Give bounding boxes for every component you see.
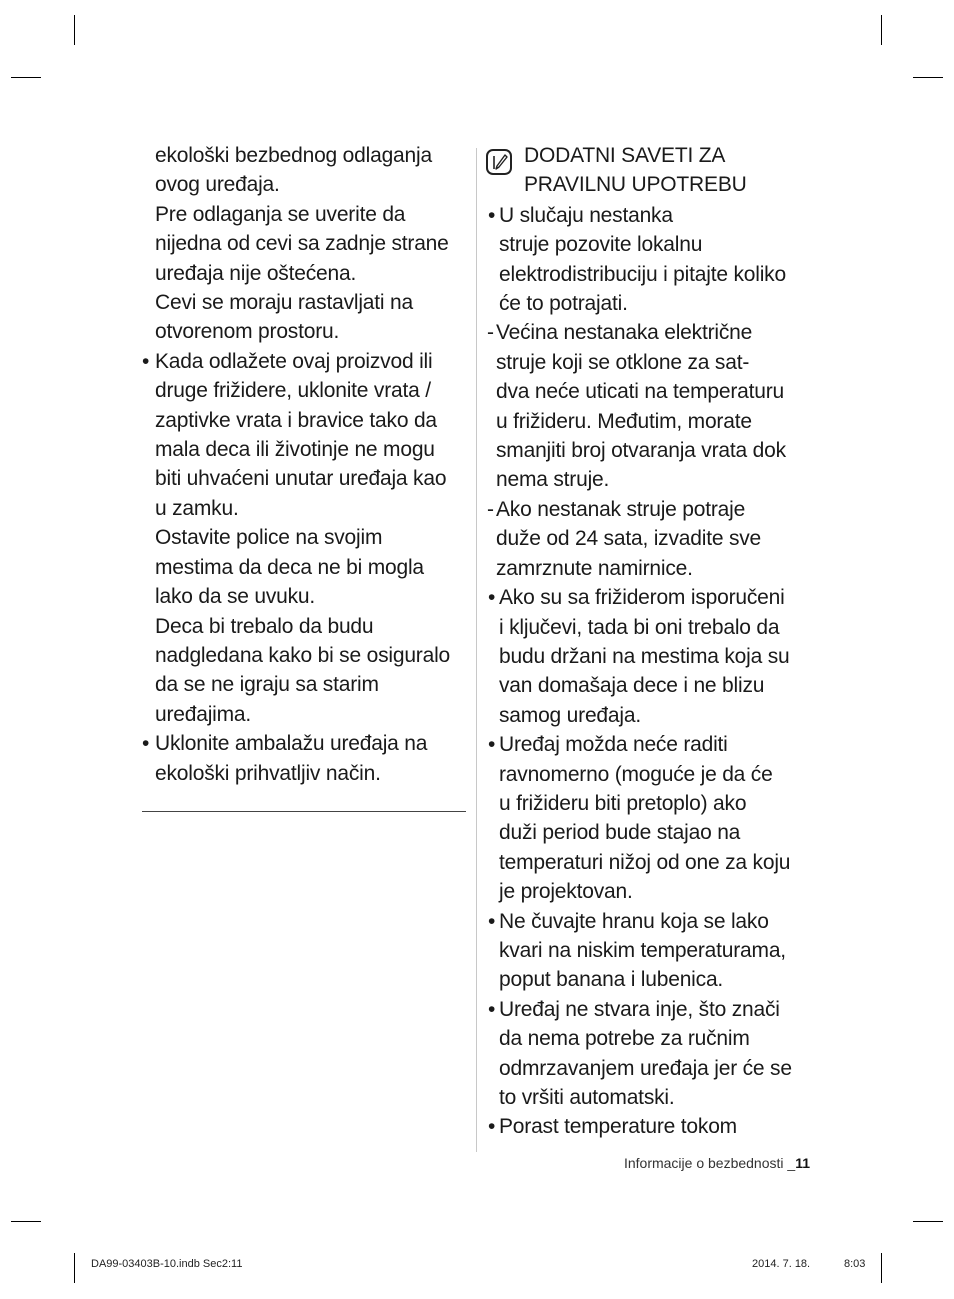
bullet-text <box>155 347 464 523</box>
text-line: van domašaja dece i ne blizu <box>499 674 765 698</box>
text-line: Ako su sa frižiderom isporučeni <box>499 586 785 610</box>
right-column <box>486 141 806 1142</box>
crop-mark <box>11 77 41 78</box>
text-line: uređajima. <box>155 702 252 726</box>
children-paragraph <box>142 612 464 730</box>
text-line: Ako nestanak struje potraje <box>496 497 746 521</box>
doors-bullet <box>142 347 464 523</box>
text-line: ovog uređaja. <box>155 173 280 197</box>
text-line: nadgledana kako bi se osiguralo <box>155 643 451 667</box>
text-line: dva neće uticati na temperaturu <box>496 380 784 404</box>
text-line: smanjiti broj otvaranja vrata dok <box>496 439 786 463</box>
print-date: 2014. 7. 18. <box>752 1258 811 1270</box>
text-line: duže od 24 sata, izvadite sve <box>496 527 762 551</box>
text-line: Cevi se moraju rastavljati na <box>155 291 413 315</box>
dash-mark: - <box>487 321 494 345</box>
text-line: duži period bude stajao na <box>499 821 741 845</box>
text-line: temperaturi nižoj od one za koju <box>499 850 791 874</box>
text-line: ravnomerno (moguće je da će <box>499 762 773 786</box>
shelves-paragraph <box>142 523 464 611</box>
text-line: zamrznute namirnice. <box>496 556 693 580</box>
heading-text <box>524 141 806 200</box>
crop-mark <box>881 15 882 45</box>
dash-text <box>496 495 806 583</box>
section-end-rule <box>142 811 466 812</box>
crop-mark <box>11 1221 41 1222</box>
bullet-text <box>499 583 806 730</box>
keys-bullet <box>486 583 806 730</box>
text-line: nijedna od cevi sa zadnje strane <box>155 232 449 256</box>
text-line: Uklonite ambalažu uređaja na <box>155 732 428 756</box>
food-storage-bullet <box>486 907 806 995</box>
crop-mark <box>74 1253 75 1283</box>
bullet-text <box>499 730 806 906</box>
tips-heading <box>486 141 806 200</box>
text-line: zaptivke vrata i bravice tako da <box>155 408 437 432</box>
bullet-mark: • <box>488 909 496 933</box>
text-line: Ostavite police na svojim <box>155 526 383 550</box>
text-line: otvorenom prostoru. <box>155 320 340 344</box>
text-line: u frižideru. Međutim, morate <box>496 409 752 433</box>
bullet-mark: • <box>488 586 496 610</box>
text-line: samog uređaja. <box>499 703 641 727</box>
text-line: mestima da deca ne bi mogla <box>155 555 424 579</box>
text-line: da nema potrebe za ručnim <box>499 1027 750 1051</box>
text-line: ekološki prihvatljiv način. <box>155 761 381 785</box>
crop-mark <box>74 15 75 45</box>
dash-mark: - <box>487 497 494 521</box>
bullet-text <box>499 995 806 1113</box>
text-line: ekološki bezbednog odlaganja <box>155 144 432 167</box>
packaging-bullet <box>142 729 464 788</box>
bullet-mark: • <box>142 349 150 373</box>
text-line: mala deca ili životinje ne mogu <box>155 438 435 462</box>
text-line: će to potrajati. <box>499 292 628 316</box>
page-footer <box>624 1155 810 1171</box>
text-line: poput banana i lubenica. <box>499 968 724 992</box>
text-line: PRAVILNU UPOTREBU <box>524 173 747 197</box>
text-line: Kada odlažete ovaj proizvod ili <box>155 349 433 373</box>
text-line: Porast temperature tokom <box>499 1115 737 1139</box>
text-line: u frižideru biti pretoplo) ako <box>499 791 747 815</box>
text-line: druge frižidere, uklonite vrata / <box>155 379 431 403</box>
print-file-info: DA99-03403B-10.indb Sec2:11 <box>91 1258 243 1270</box>
text-line: je projektovan. <box>499 880 633 904</box>
text-line: U slučaju nestanka <box>499 203 673 227</box>
power-outage-bullet <box>486 201 806 319</box>
temperature-rise-bullet <box>486 1112 806 1141</box>
disposal-check-paragraph <box>142 200 464 288</box>
page-number: 11 <box>795 1155 810 1171</box>
column-divider <box>476 148 477 1152</box>
crop-mark <box>913 1221 943 1222</box>
text-line: Uređaj ne stvara inje, što znači <box>499 997 780 1021</box>
short-outage-dash-item <box>486 318 806 494</box>
bullet-text <box>499 1112 806 1141</box>
text-line: Uređaj možda neće raditi <box>499 733 728 757</box>
bullet-text <box>499 201 806 319</box>
bullet-mark: • <box>488 733 496 757</box>
dash-text <box>496 318 806 494</box>
bullet-text <box>499 907 806 995</box>
pipes-paragraph <box>142 288 464 347</box>
left-column <box>142 141 464 788</box>
text-line: odmrzavanjem uređaja jer će se <box>499 1056 792 1080</box>
text-line: Ne čuvajte hranu koja se lako <box>499 909 769 933</box>
text-line: struje pozovite lokalnu <box>499 233 703 257</box>
text-line: lako da se uvuku. <box>155 585 316 609</box>
text-line: uređaja nije oštećena. <box>155 261 357 285</box>
intro-paragraph <box>142 141 464 200</box>
text-line: i ključevi, tada bi oni trebalo da <box>499 615 780 639</box>
print-time: 8:03 <box>844 1258 866 1270</box>
crop-mark <box>881 1253 882 1283</box>
bullet-mark: • <box>488 997 496 1021</box>
text-line: DODATNI SAVETI ZA <box>524 144 726 167</box>
text-line: nema struje. <box>496 468 610 492</box>
text-line: budu držani na mestima koja su <box>499 644 790 668</box>
section-title: Informacije o bezbednosti _ <box>623 1155 796 1171</box>
text-line: Deca bi trebalo da budu <box>155 614 374 638</box>
long-outage-dash-item <box>486 495 806 583</box>
note-pencil-icon <box>486 149 512 175</box>
defrost-bullet <box>486 995 806 1113</box>
text-line: da se ne igraju sa starim <box>155 673 379 697</box>
text-line: elektrodistribuciju i pitajte koliko <box>499 262 786 286</box>
bullet-mark: • <box>488 203 496 227</box>
bullet-mark: • <box>488 1115 496 1139</box>
text-line: Pre odlaganja se uverite da <box>155 202 406 226</box>
text-line: to vršiti automatski. <box>499 1086 675 1109</box>
text-line: Većina nestanaka električne <box>496 321 753 345</box>
bullet-mark: • <box>142 732 150 756</box>
text-line: kvari na niskim temperaturama, <box>499 938 786 962</box>
text-line: struje koji se otklone za sat- <box>496 350 750 374</box>
temperature-bullet <box>486 730 806 906</box>
text-line: u zamku. <box>155 496 239 520</box>
text-line: biti uhvaćeni unutar uređaja kao <box>155 467 447 491</box>
bullet-text <box>155 729 464 788</box>
crop-mark <box>913 77 943 78</box>
